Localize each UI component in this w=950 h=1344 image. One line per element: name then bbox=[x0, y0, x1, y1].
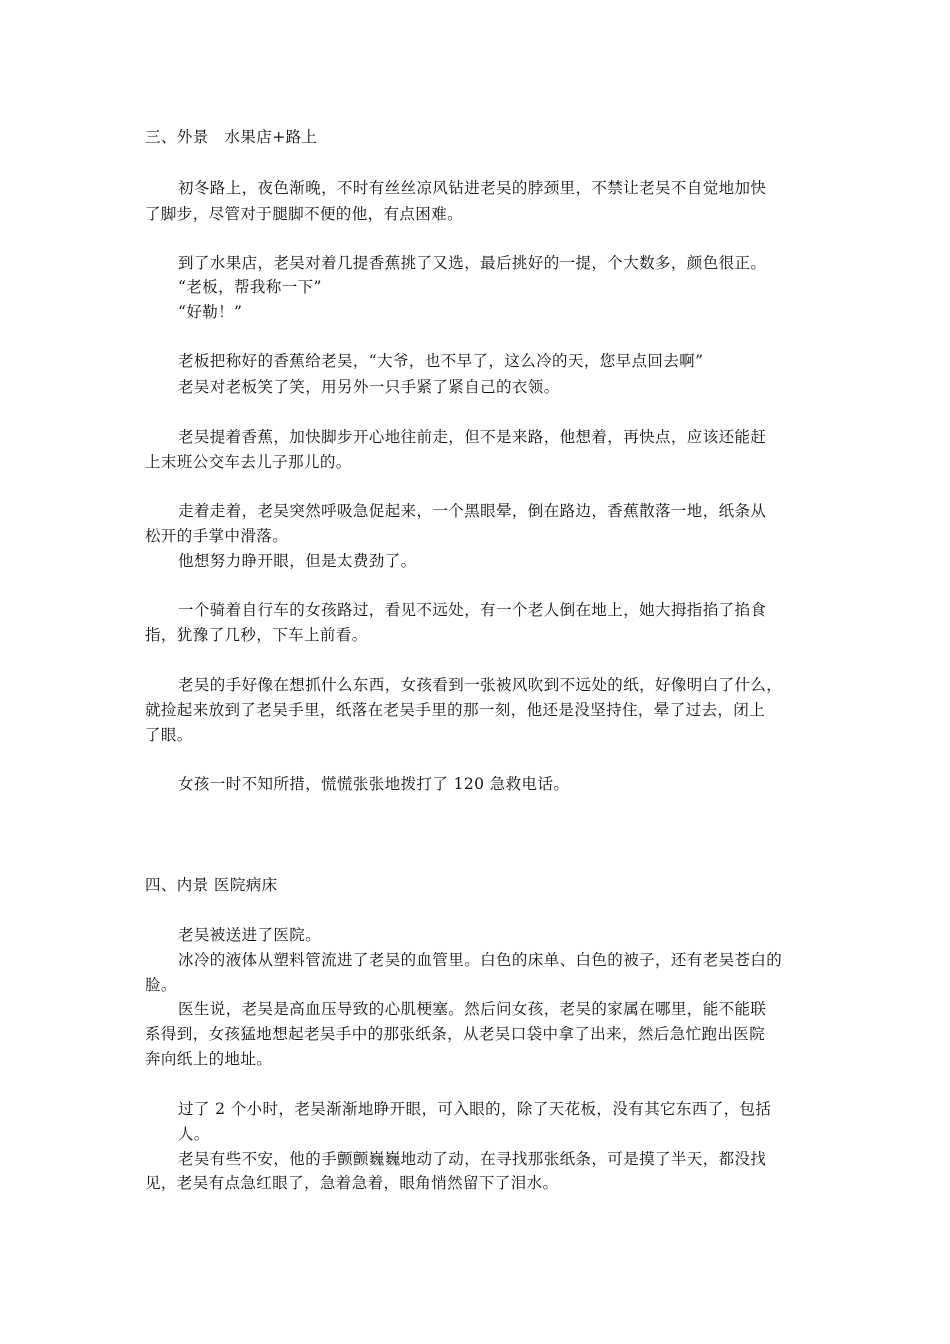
paragraph-line: 冰冷的液体从塑料管流进了老吴的血管里。白色的床单、白色的被子，还有老吴苍白的 bbox=[178, 951, 783, 969]
paragraph-line: 上末班公交车去儿子那儿的。 bbox=[145, 453, 352, 471]
paragraph-line: 一个骑着自行车的女孩路过，看见不远处，有一个老人倒在地上，她大拇指掐了掐食 bbox=[178, 601, 767, 619]
dialogue-line: “好勒！” bbox=[178, 303, 243, 321]
paragraph-line: 奔向纸上的地址。 bbox=[145, 1050, 273, 1068]
paragraph-line: 老吴对老板笑了笑，用另外一只手紧了紧自己的衣领。 bbox=[178, 378, 560, 396]
paragraph-line: 见，老吴有点急红眼了，急着急着，眼角悄然留下了泪水。 bbox=[145, 1174, 559, 1192]
paragraph-line: 松开的手掌中滑落。 bbox=[145, 527, 289, 545]
paragraph-line: 指，犹豫了几秒，下车上前看。 bbox=[145, 626, 368, 644]
section-3-heading: 三、外景 水果店+路上 bbox=[145, 128, 318, 146]
paragraph-line: 医生说，老吴是高血压导致的心肌梗塞。然后问女孩，老吴的家属在哪里，能不能联 bbox=[178, 1000, 767, 1018]
paragraph-line: 就捡起来放到了老吴手里，纸落在老吴手里的那一刻，他还是没坚持住，晕了过去，闭上 bbox=[145, 701, 766, 719]
paragraph-line: 了眼。 bbox=[145, 726, 193, 744]
paragraph-line: 人。 bbox=[178, 1125, 210, 1143]
paragraph-line: 老吴有些不安，他的手颤颤巍巍地动了动，在寻找那张纸条，可是摸了半天，都没找 bbox=[178, 1150, 767, 1168]
paragraph-line: 初冬路上，夜色渐晚，不时有丝丝凉风钻进老吴的脖颈里，不禁让老吴不自觉地加快 bbox=[178, 179, 767, 197]
paragraph-line: 到了水果店，老吴对着几提香蕉挑了又选，最后挑好的一提，个大数多，颜色很正。 bbox=[178, 254, 767, 272]
paragraph-line: 老吴被送进了医院。 bbox=[178, 926, 322, 944]
paragraph-line: 老板把称好的香蕉给老吴，“大爷，也不早了，这么冷的天，您早点回去啊” bbox=[178, 352, 704, 370]
paragraph-line: 他想努力睁开眼，但是太费劲了。 bbox=[178, 552, 417, 570]
paragraph-line: 过了 2 个小时，老吴渐渐地睁开眼，可入眼的，除了天花板，没有其它东西了，包括 bbox=[178, 1100, 772, 1118]
paragraph-line: 老吴提着香蕉，加快脚步开心地往前走，但不是来路，他想着，再快点，应该还能赶 bbox=[178, 428, 767, 446]
paragraph-line: 走着走着，老吴突然呼吸急促起来，一个黑眼晕，倒在路边，香蕉散落一地，纸条从 bbox=[178, 502, 767, 520]
paragraph-line: 女孩一时不知所措，慌慌张张地拨打了 120 急救电话。 bbox=[178, 775, 570, 793]
section-4-heading: 四、内景 医院病床 bbox=[145, 876, 278, 894]
paragraph-line: 脸。 bbox=[145, 976, 177, 994]
paragraph-line: 了脚步，尽管对于腿脚不便的他，有点困难。 bbox=[145, 205, 464, 223]
dialogue-line: “老板，帮我称一下” bbox=[178, 278, 322, 296]
paragraph-line: 系得到，女孩猛地想起老吴手中的那张纸条，从老吴口袋中拿了出来，然后急忙跑出医院 bbox=[145, 1025, 766, 1043]
paragraph-line: 老吴的手好像在想抓什么东西，女孩看到一张被风吹到不远处的纸，好像明白了什么， bbox=[178, 676, 783, 694]
